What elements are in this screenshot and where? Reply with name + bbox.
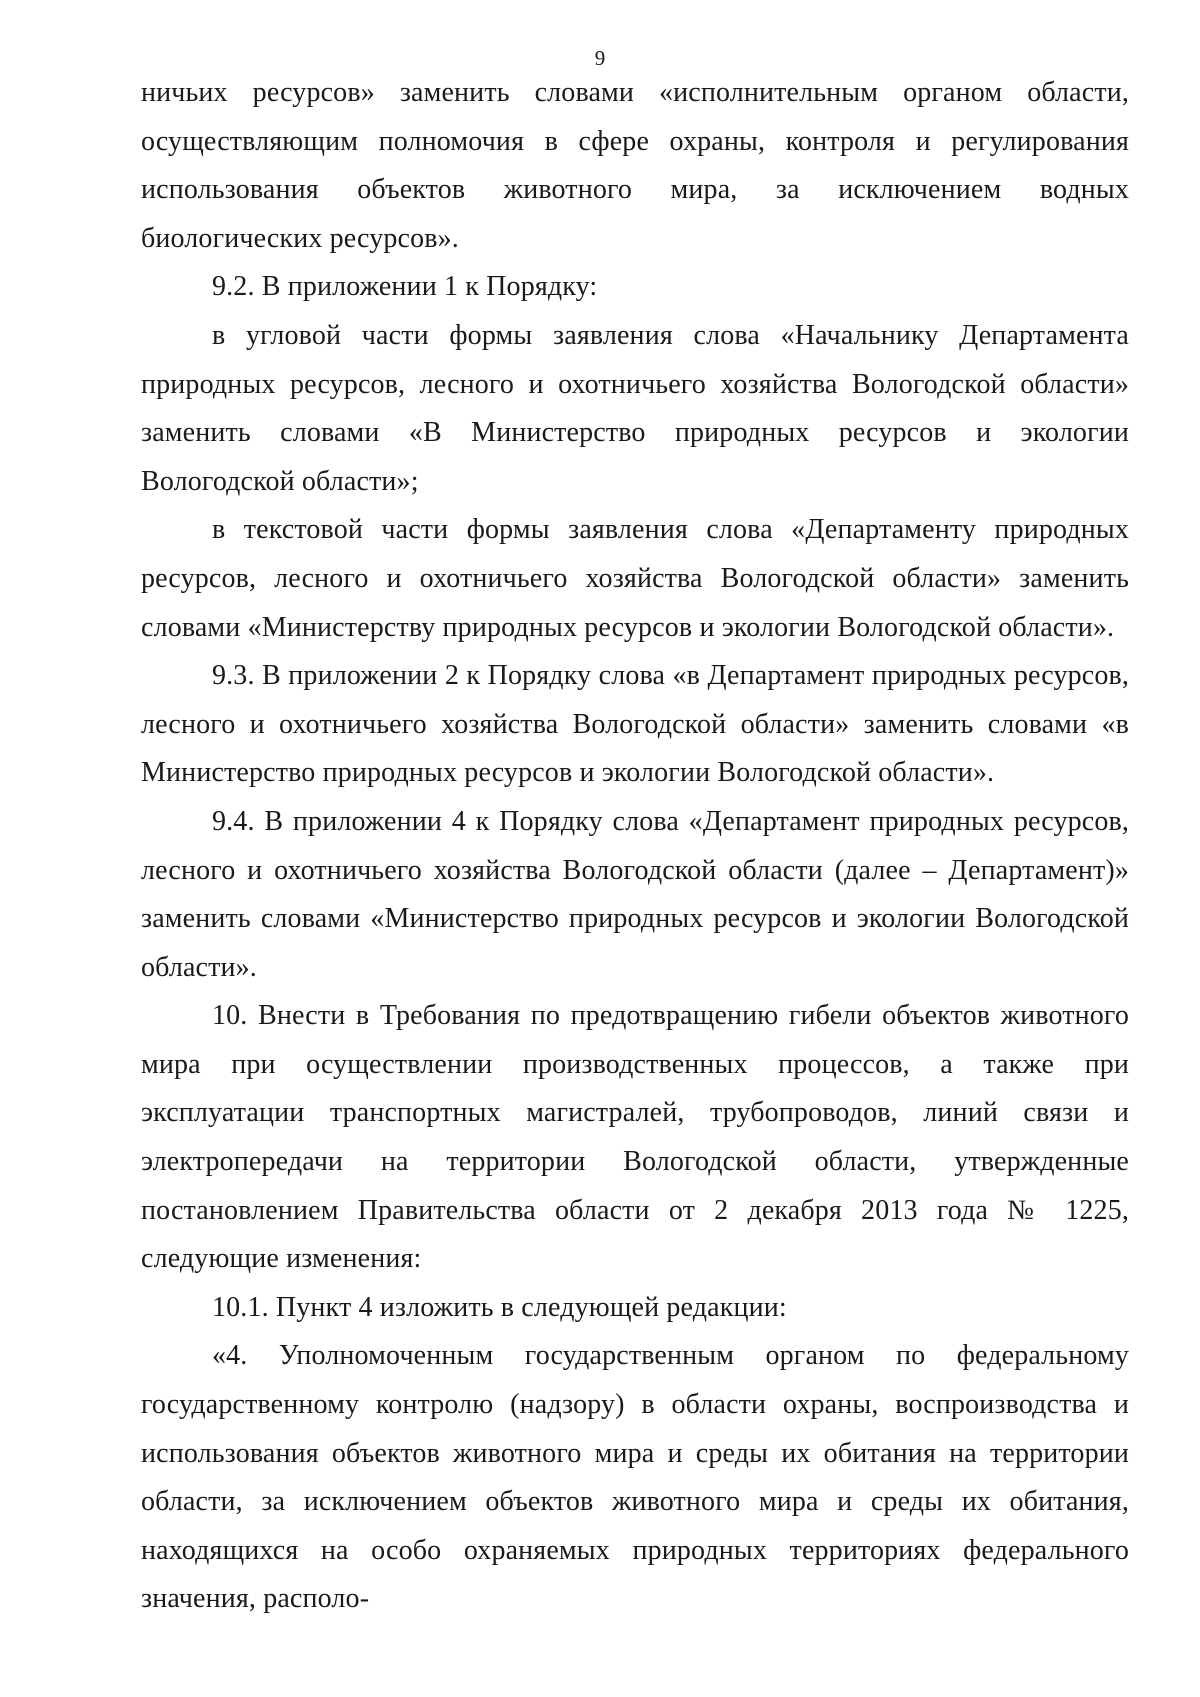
paragraph-10-1-heading: 10.1. Пункт 4 изложить в следующей редакции:	[212, 1291, 787, 1323]
page-number: 9	[594, 46, 606, 70]
paragraph-continuation: ничьих ресурсов» заменить словами «исполнительным органом области, осуществляющим полномочия в сфере охраны, контроля и регулирования использования объектов животного мира, за исключением водных биологических ресурсов».	[141, 77, 1129, 254]
paragraph-9-2-text-part: в текстовой части формы заявления слова «Департаменту природных ресурсов, лесного и охотничьего хозяйства Вологодской области» заменить словами «Министерству природных ресурсов и экологии Вологодской области».	[141, 514, 1129, 643]
paragraph-9-3: 9.3. В приложении 2 к Порядку слова «в Департамент природных ресурсов, лесного и охотничьего хозяйства Вологодской области» заменить словами «в Министерство природных ресурсов и экологии Вологодской области».	[141, 660, 1129, 789]
paragraph-9-2-corner-part: в угловой части формы заявления слова «Начальнику Департамента природных ресурсов, лесного и охотничьего хозяйства Вологодской области» заменить словами «В Министерство природных ресурсов и экологии Вологодской области»;	[141, 319, 1129, 497]
paragraph-9-2-heading: 9.2. В приложении 1 к Порядку:	[212, 271, 598, 303]
paragraph-10: 10. Внести в Требования по предотвращению гибели объектов животного мира при осуществлении производственных процессов, а также при эксплуатации транспортных магистралей, трубопроводов, линий связи и электропередачи на территории Вологодской области, утвержденные постановлением Правительства области от 2 декабря 2013 года № 1225, следующие изменения:	[141, 1000, 1129, 1275]
paragraph-9-4: 9.4. В приложении 4 к Порядку слова «Департамент природных ресурсов, лесного и охотничьего хозяйства Вологодской области (далее – Департамент)» заменить словами «Министерство природных ресурсов и экологии Вологодской области».	[141, 805, 1129, 983]
document-body	[141, 69, 1129, 1624]
paragraph-10-1-quote: «4. Уполномоченным государственным органом по федеральному государственному контролю (надзору) в области охраны, воспроизводства и использования объектов животного мира и среды их обитания на территории области, за исключением объектов животного мира и среды их обитания, находящихся на особо охраняемых природных территориях федерального значения, располо-	[141, 1340, 1129, 1615]
